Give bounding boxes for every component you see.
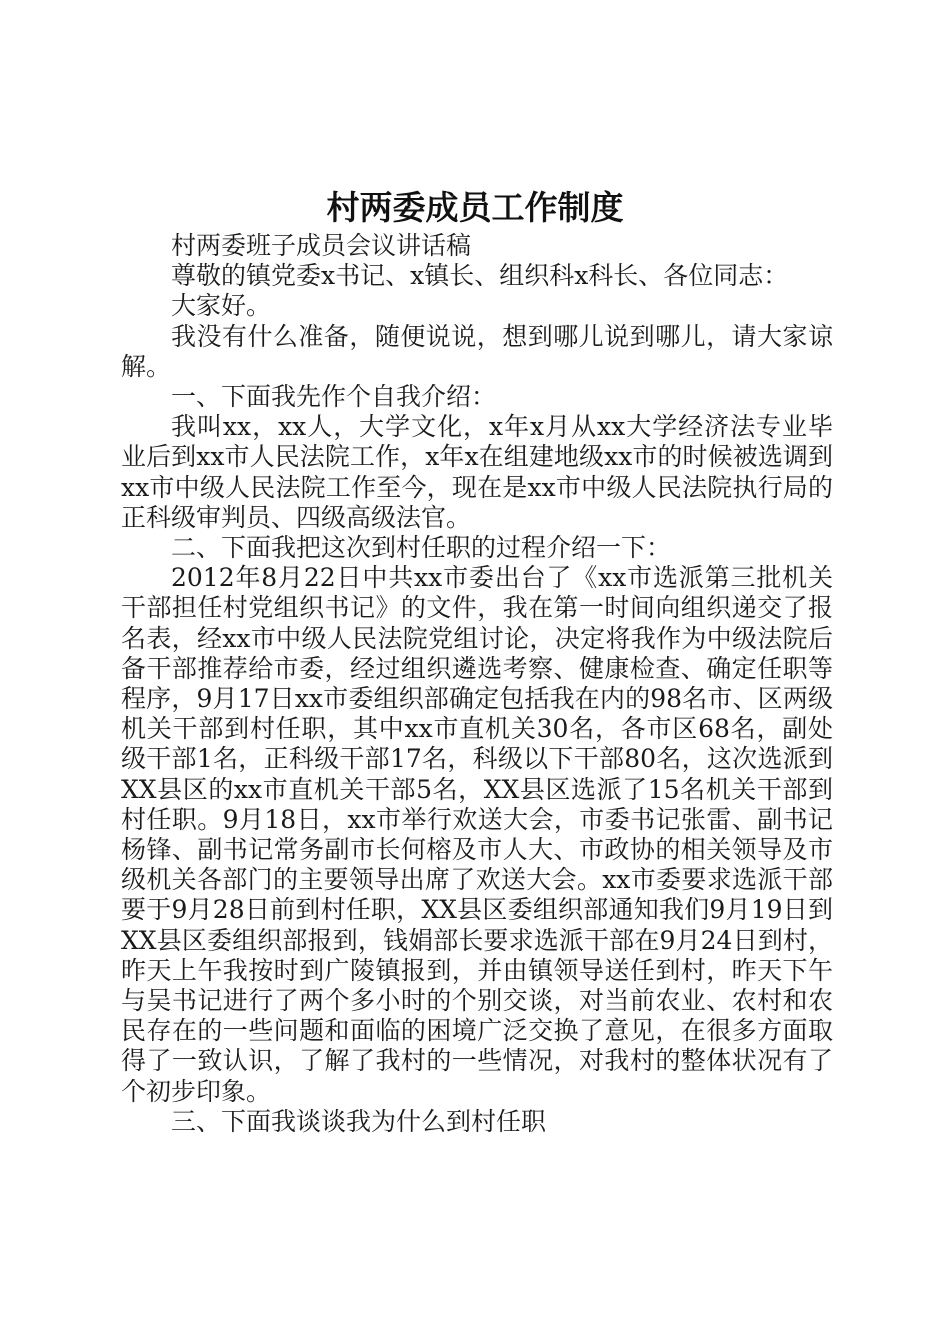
document-title: 村两委成员工作制度 bbox=[326, 188, 624, 227]
paragraph-heading-2: 二、下面我把这次到村任职的过程介绍一下： bbox=[171, 533, 672, 563]
paragraph-heading-3: 三、下面我谈谈我为什么到村任职 bbox=[171, 1106, 547, 1136]
paragraph-speech-title: 村两委班子成员会议讲话稿 bbox=[171, 231, 472, 260]
paragraph-salutation: 尊敬的镇党委x书记、x镇长、组织科x科长、各位同志： bbox=[171, 261, 789, 291]
paragraph-self-intro: 我叫xx，xx人，大学文化，x年x月从xx大学经济法专业毕业后到xx市人民法院工作，x年x在组建地级xx市的时候被选调到xx市中级人民法院工作至今，现在是xx市中级人民法院执行局的正科级审判员、四级高级法官。 bbox=[121, 412, 833, 532]
paragraph-heading-1: 一、下面我先作个自我介绍： bbox=[171, 382, 497, 412]
paragraph-opening: 我没有什么准备，随便说说，想到哪儿说到哪儿，请大家谅解。 bbox=[121, 321, 833, 381]
document-body bbox=[121, 231, 833, 1137]
paragraph-process: 2012年8月22日中共xx市委出台了《xx市选派第三批机关干部担任村党组织书记》的文件，我在第一时间向组织递交了报名表，经xx市中级人民法院党组讨论，决定将我作为中级法院后备干部推荐给市委，经过组织遴选考察、健康检查、确定任职等程序，9月17日xx市委组织部确定包括我在内的98名市、区两级机关干部到村任职，其中xx市直机关30名，各市区68名，副处级干部1名，正科级干部17名，科级以下干部80名，这次选派到XX县区的xx市直机关干部5名，XX县区选派了15名机关干部到村任职。9月18日，xx市举行欢送大会，市委书记张雷、副书记杨锋、副书记常务副市长何榕及市人大、市政协的相关领导及市级机关各部门的主要领导出席了欢送大会。xx市委要求选派干部要于9月28日前到村任职，XX县区委组织部通知我们9月19日到XX县区委组织部报到，钱娟部长要求选派干部在9月24日到村，昨天上午我按时到广陵镇报到，并由镇领导送任到村，昨天下午与吴书记进行了两个多小时的个别交谈，对当前农业、农村和农民存在的一些问题和面临的困境广泛交换了意见，在很多方面取得了一致认识，了解了我村的一些情况，对我村的整体状况有了个初步印象。 bbox=[121, 563, 833, 1106]
paragraph-greeting: 大家好。 bbox=[171, 291, 272, 321]
